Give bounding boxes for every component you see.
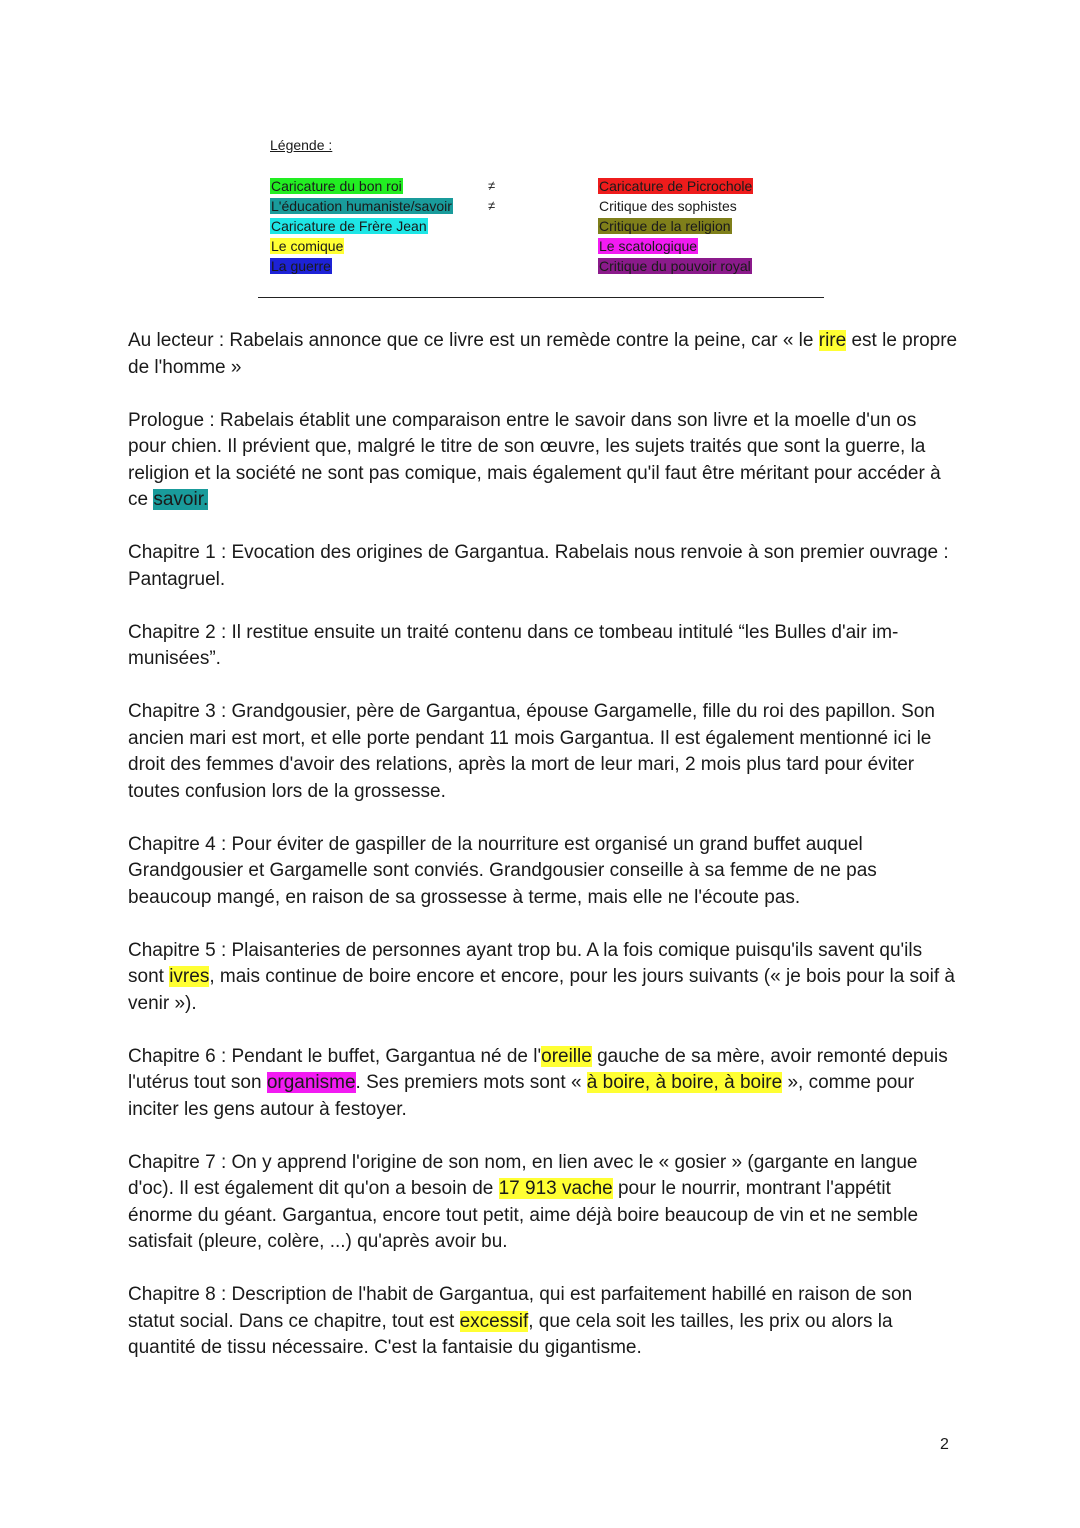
text-segment: Chapitre 1 : Evocation des origines de Gargantua. Rabelais nous renvoie à son premier ouvrage : Pantagruel.	[128, 542, 949, 590]
legend-label: La guerre	[271, 258, 331, 274]
paragraph	[128, 328, 958, 381]
legend-label: Critique de la religion	[599, 218, 731, 234]
paragraph	[128, 938, 958, 1018]
legend-label: Caricature du bon roi	[271, 178, 402, 194]
paragraph	[128, 699, 958, 805]
legend-label: Caricature de Picrochole	[599, 178, 753, 194]
text-segment: pour le nourrir, montrant l'appétit énorme du géant. Gargantua, encore tout petit, aime déjà boire beaucoup de vin et ne semble satisfait (pleure, colère, ...) qu'après avoir bu.	[128, 1178, 919, 1252]
text-segment: Chapitre 3 : Grandgousier, père de Gargantua, épouse Gargamelle, fille du roi des papillon. Son ancien mari est mort, et elle porte pendant 11 mois Gargantua. Il est également mentionné ici le droit des femmes d'avoir des relations, après la mort de leur mari, 2 mois plus tard pour éviter toutes confusion lors de la grossesse.	[128, 701, 935, 802]
legend-item	[598, 256, 753, 276]
legend-label: Critique du pouvoir royal	[599, 258, 751, 274]
text-segment: Chapitre 7 : On y apprend l'origine de son nom, en lien avec le « gosier » (gargante en langue d'oc). Il est également dit qu'on a besoin de	[128, 1151, 918, 1199]
legend-item	[598, 196, 753, 216]
highlighted-text: 17 913 vache	[498, 1178, 613, 1199]
paragraph	[128, 1282, 958, 1362]
text-segment: Chapitre 2 : Il restitue ensuite un traité contenu dans ce tombeau intitulé “les Bulles d'air immunisées”.	[128, 621, 899, 669]
legend-label: L'éducation humaniste/savoir	[271, 198, 452, 214]
legend-title: Légende :	[270, 137, 333, 153]
legend-item	[270, 196, 453, 216]
text-segment: , mais continue de boire encore et encore, pour les jours suivants (« je bois pour la soif à venir »).	[128, 966, 955, 1014]
legend-right-column	[598, 176, 753, 276]
legend-item	[270, 176, 453, 196]
legend-left-column	[270, 176, 453, 276]
legend-label: Caricature de Frère Jean	[271, 218, 427, 234]
text-segment: Prologue : Rabelais établit une comparaison entre le savoir dans son livre et la moelle d'un os pour chien. Il prévient que, malgré le titre de son œuvre, les sujets traités que sont la guerre, la religion et la société ne sont pas comique, mais également qu'il faut être méritant pour accéder à ce	[128, 409, 941, 510]
text-segment: est le propre de l'homme »	[128, 330, 958, 378]
highlighted-text: organisme	[266, 1072, 356, 1093]
text-segment: . Ses premiers mots sont «	[355, 1072, 587, 1093]
text-segment: , que cela soit les tailles, les prix ou alors la quantité de tissu nécessaire. C'est la fantaisie du gigantisme.	[128, 1310, 893, 1358]
highlighted-text: oreille	[541, 1045, 592, 1067]
not-equal-symbol: ≠	[488, 198, 496, 213]
legend-item	[270, 216, 453, 236]
highlighted-text: à boire, à boire, à boire	[586, 1072, 783, 1093]
legend-item	[598, 176, 753, 196]
text-segment: Au lecteur : Rabelais annonce que ce livre est un remède contre la peine, car « le	[128, 330, 819, 351]
legend-item	[270, 236, 453, 256]
legend-label: Le scatologique	[599, 238, 698, 254]
page-number: 2	[940, 1436, 949, 1453]
text-segment: Chapitre 5 : Plaisanteries de personnes ayant trop bu. A la fois comique puisqu'ils savent qu'ils sont	[128, 939, 923, 987]
paragraph	[128, 1044, 958, 1124]
highlighted-text: savoir.	[153, 489, 209, 510]
paragraph	[128, 408, 958, 514]
text-segment: Chapitre 4 : Pour éviter de gaspiller de la nourriture est organisé un grand buffet auquel Grandgousier et Gargamelle sont conviés. Grandgousier conseille à sa femme de ne pas beaucoup mangé, en raison de sa grossesse à terme, mais elle ne l'écoute pas.	[128, 833, 877, 908]
highlighted-text: rire	[818, 330, 847, 351]
document-body	[128, 328, 958, 1388]
paragraph	[128, 620, 958, 673]
text-segment: gauche de sa mère, avoir remonté depuis l'utérus tout son	[128, 1045, 948, 1093]
text-segment: Chapitre 8 : Description de l'habit de Gargantua, qui est parfaitement habillé en raison de son statut social. Dans ce chapitre, tout est	[128, 1284, 913, 1332]
legend-item	[270, 256, 453, 276]
horizontal-rule	[258, 297, 824, 298]
paragraph	[128, 540, 958, 593]
text-segment: », comme pour inciter les gens autour à festoyer.	[128, 1072, 915, 1120]
highlighted-text: ivres	[169, 966, 210, 987]
paragraph	[128, 1150, 958, 1256]
not-equal-symbol: ≠	[488, 178, 496, 193]
legend-item	[598, 216, 753, 236]
legend-item	[598, 236, 753, 256]
legend-label: Le comique	[271, 238, 344, 254]
legend-label: Critique des sophistes	[599, 198, 737, 214]
text-segment: Chapitre 6 : Pendant le buffet, Gargantua né de l'	[128, 1045, 542, 1067]
paragraph	[128, 832, 958, 912]
highlighted-text: excessif	[459, 1310, 529, 1332]
